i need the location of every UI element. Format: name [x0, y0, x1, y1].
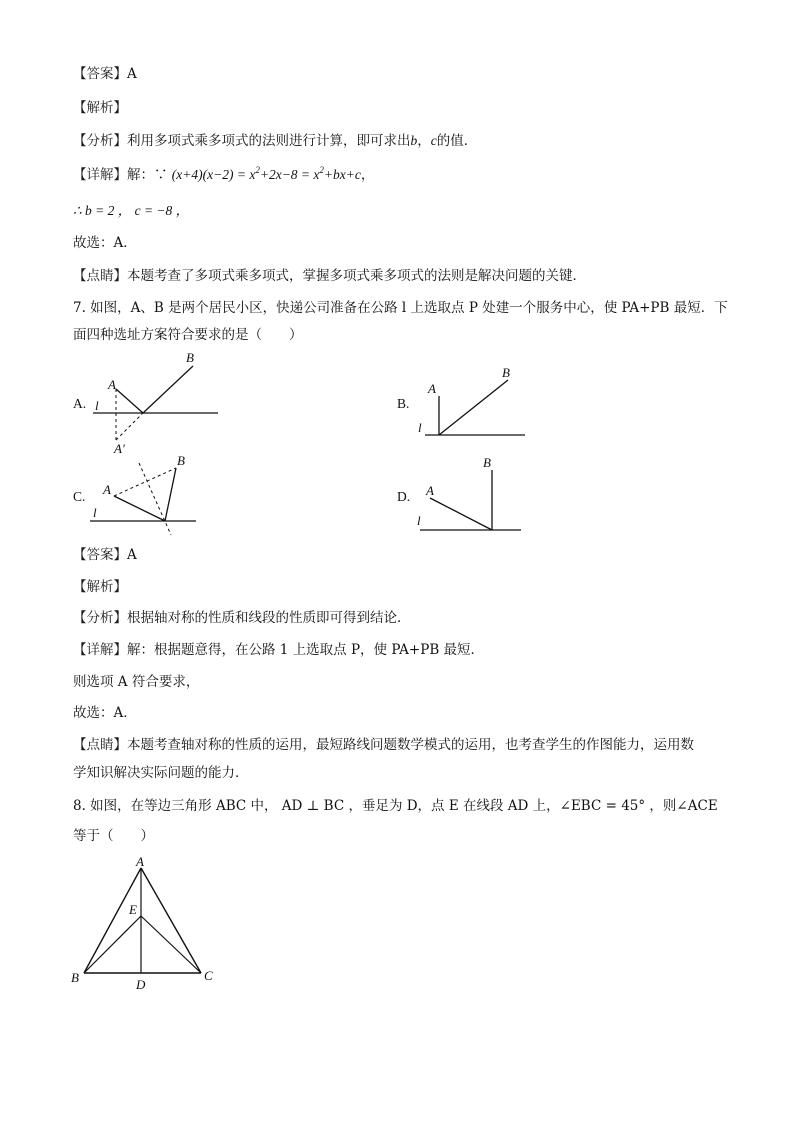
analysis-tag: 【解析】 — [73, 579, 127, 595]
fenxi-tag: 【分析】 — [73, 133, 127, 149]
label-l: l — [95, 398, 99, 413]
option-d-label: D. — [397, 489, 411, 504]
comment-tag: 【点睛】 — [73, 737, 127, 753]
label-l: l — [93, 505, 97, 520]
q6-choose-line: 故选：A． — [73, 235, 137, 251]
answer-tag: 【答案】 — [73, 547, 127, 563]
detail-tag: 【详解】 — [73, 167, 127, 183]
fenxi-text: 利用多项式乘多项式的法则进行计算，即可求出 — [127, 133, 411, 149]
comment-tag: 【点睛】 — [73, 268, 127, 284]
label-c: C — [204, 968, 213, 983]
comment-text: 本题考查轴对称的性质的运用，最短路线问题数学模式的运用，也考查学生的作图能力，运用数 — [127, 737, 694, 753]
q8-stem-line-2: 等于（ ） — [73, 828, 154, 844]
label-a: A — [103, 482, 111, 497]
side-ac — [141, 868, 201, 973]
label-l: l — [418, 420, 422, 435]
label-a: A — [426, 483, 434, 498]
label-a: A — [136, 854, 144, 869]
fenxi-text: 根据轴对称的性质和线段的性质即可得到结论． — [127, 610, 411, 626]
side-ab — [84, 868, 141, 973]
label-b: B — [71, 970, 79, 985]
detail-prefix: 解： — [127, 167, 154, 183]
equation: $(x+4)(x-2) = x^2+2x-8 = x^2+bx+c$ — [171, 165, 361, 182]
analysis-tag: 【解析】 — [73, 100, 127, 116]
option-b-label: B. — [397, 396, 410, 411]
sep: ， — [417, 133, 431, 149]
q8-stem-line-1: 8. 如图，在等边三角形 ABC 中， AD ⊥ BC ，垂足为 D，点 E 在线段 AD 上，∠EBC = 45° ，则∠ACE — [73, 798, 718, 814]
q7-then-line: 则选项 A 符合要求， — [73, 674, 200, 690]
answer-value: A — [127, 66, 137, 82]
label-a: A — [428, 381, 436, 396]
q7-stem-line-1: 7. 如图，A、B 是两个居民小区，快递公司准备在公路 l 上选取点 P 处建一个服务中心，使 PA+PB 最短．下 — [73, 300, 728, 316]
label-d: D — [136, 977, 146, 992]
label-b: B — [177, 453, 185, 468]
label-a: A — [108, 377, 116, 392]
option-a-label: A. — [73, 396, 87, 411]
label-b: B — [186, 350, 194, 365]
label-a-prime: A′ — [114, 441, 125, 456]
q7-comment-line-2: 学知识解决实际问题的能力． — [73, 765, 249, 781]
label-b: B — [483, 455, 491, 470]
q6-therefore-line: ∴ b = 2 ， c = −8 ， — [73, 203, 190, 218]
answer-value: A — [127, 547, 137, 563]
q7-stem-line-2: 面四种选址方案符合要求的是（ ） — [73, 327, 303, 343]
label-b: B — [502, 365, 510, 380]
option-c-label: C. — [73, 489, 86, 504]
equation-end: ， — [360, 167, 375, 183]
var-c: c — [430, 133, 437, 148]
detail-tag: 【详解】 — [73, 642, 127, 658]
var-b: b — [410, 133, 418, 148]
answer-tag: 【答案】 — [73, 66, 127, 82]
comment-text: 本题考查了多项式乘多项式，掌握多项式乘多项式的法则是解决问题的关键． — [127, 268, 586, 284]
because-symbol: ∵ — [154, 167, 168, 183]
segment-be — [84, 916, 141, 973]
segment-ce — [141, 916, 201, 973]
label-e: E — [129, 902, 137, 917]
fenxi-tag: 【分析】 — [73, 610, 127, 626]
q7-choose-line: 故选：A． — [73, 705, 137, 721]
fenxi-end: 的值． — [436, 133, 478, 149]
detail-text: 解：根据题意得，在公路 1 上选取点 P，使 PA+PB 最短． — [127, 642, 485, 658]
label-l: l — [417, 513, 421, 528]
